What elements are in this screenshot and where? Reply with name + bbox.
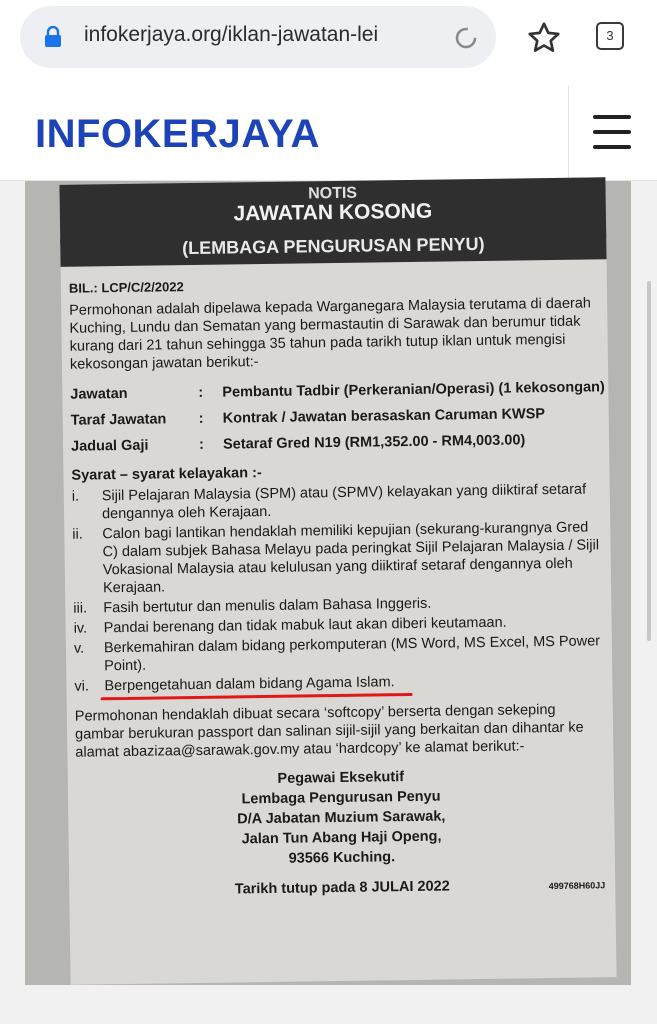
requirements-title: Syarat – syarat kelayakan :- — [71, 465, 262, 484]
requirement-item: vi. Berpengetahuan dalam bidang Agama Islam. — [74, 670, 606, 695]
requirement-item: v. Berkemahiran dalam bidang perkomputeran (MS Word, MS Excel, MS Power Point). — [73, 633, 601, 675]
field-row: Jadual Gaji : Setaraf Gred N19 (RM1,352.00 - RM4,003.00) — [71, 430, 609, 456]
ad-heading-title: JAWATAN KOSONG — [233, 199, 433, 226]
field-row: Jawatan : Pembantu Tadbir (Perkeranian/Operasi) (1 kekosongan) — [70, 378, 608, 404]
requirement-item: iii. Fasih bertutur dan menulis dalam Bahasa Inggeris. — [73, 595, 432, 617]
header-divider — [568, 86, 569, 178]
field-value: Setaraf Gred N19 (RM1,352.00 - RM4,003.00) — [222, 432, 526, 453]
field-label: Jawatan — [70, 385, 128, 403]
tabs-icon[interactable]: 3 — [596, 22, 624, 50]
requirement-item: i. Sijil Pelajaran Malaysia (SPM) atau (SPMV) kelayakan yang diiktiraf setaraf dengannya oleh Kerajaan. — [71, 481, 587, 523]
article-content — [0, 181, 657, 1024]
apply-instructions: Permohonan hendaklah dibuat secara ‘softcopy’ berserta dengan sekeping gambar berukuran passport dan salinan sijil-sijil yang berkaitan dan dihantar ke alamat abazizaa@sarawak.gov.my atau ‘hardcopy’ ke alamat berikut:- — [74, 701, 584, 761]
scrollbar[interactable] — [647, 281, 651, 641]
field-value: Pembantu Tadbir (Perkeranian/Operasi) (1 kekosongan) — [222, 379, 605, 401]
newspaper-photo — [25, 181, 631, 985]
url-text[interactable]: infokerjaya.org/iklan-jawatan-lei — [84, 23, 379, 46]
ad-ref: BIL.: LCP/C/2/2022 — [68, 279, 184, 296]
reload-icon[interactable] — [454, 26, 478, 50]
closing-date: Tarikh tutup pada 8 JULAI 2022 499768H60JJ — [234, 878, 606, 898]
ad-heading-top: NOTIS — [308, 184, 358, 203]
hamburger-icon[interactable] — [590, 115, 634, 151]
field-label: Jadual Gaji — [70, 437, 149, 455]
site-header — [0, 80, 657, 181]
requirement-item: ii. Calon bagi lantikan hendaklah memiliki kepujian (sekurang-kurangnya Gred C) dalam subjek Bahasa Melayu pada peringkat Sijil Pelajaran Malaysia / Sijil Vokasional Malaysia atau kelulusan yang diiktiraf setaraf dengannya oleh Kerajaan. — [72, 519, 600, 597]
ad-fields — [62, 378, 609, 456]
job-ad — [59, 177, 616, 985]
ad-code: 499768H60JJ — [548, 880, 606, 892]
site-logo[interactable]: INFOKERJAYA — [35, 112, 320, 156]
field-value: Kontrak / Jawatan berasaskan Caruman KWSP — [222, 406, 546, 427]
ad-subheading: (LEMBAGA PENGURUSAN PENYU) — [60, 231, 606, 267]
lock-icon — [44, 26, 62, 48]
requirement-item: iv. Pandai berenang dan tidak mabuk laut akan diberi keutamaan. — [73, 614, 507, 637]
ad-intro: Permohonan adalah dipelawa kepada Warganegara Malaysia terutama di daerah Kuching, Lundu dan Sematan yang bermastautin di Sarawak dan berumur tidak kurang dari 21 tahun sehingga 35 tahun pada tarikh tutup iklan untuk mengisi kekosongan jawatan berikut:- — [69, 295, 592, 373]
field-row: Taraf Jawatan : Kontrak / Jawatan berasaskan Caruman KWSP — [71, 404, 609, 430]
address-block: Pegawai Eksekutif Lembaga Pengurusan Penyu D/A Jabatan Muzium Sarawak, Jalan Tun Abang Haji Openg, 93566 Kuching. — [237, 769, 446, 867]
field-label: Taraf Jawatan — [70, 411, 167, 429]
address-bar[interactable] — [20, 6, 496, 68]
star-icon[interactable] — [526, 20, 562, 56]
